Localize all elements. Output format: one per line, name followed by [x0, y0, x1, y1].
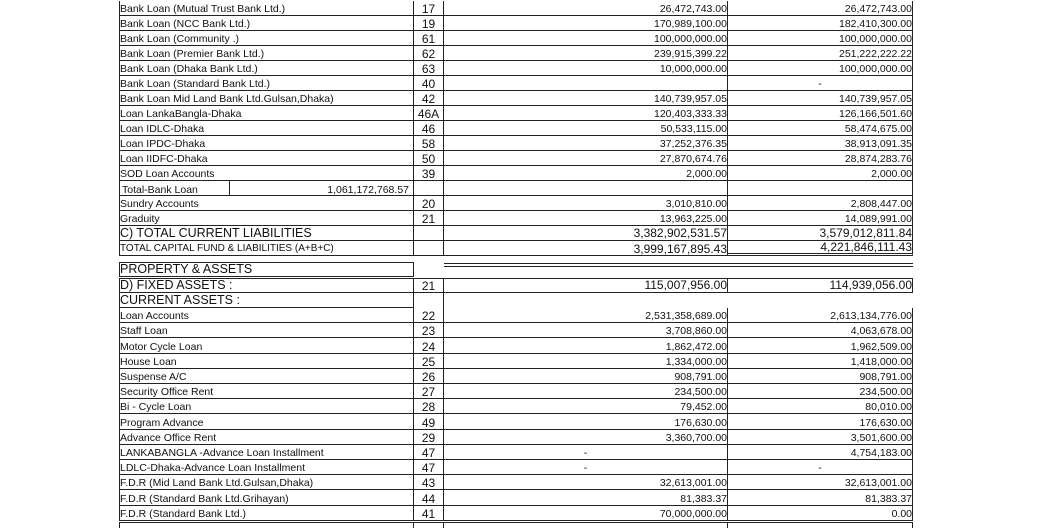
table-row: [0, 196, 1050, 211]
row-note: 47: [421, 461, 436, 476]
total-capital-fund-label: TOTAL CAPITAL FUND & LIABILITIES (A+B+C): [120, 243, 334, 254]
row-current-amount: 234,500.00: [674, 386, 727, 399]
row-current-amount: 79,452.00: [680, 401, 727, 414]
row-note: 29: [421, 430, 436, 445]
row-label: Staff Loan: [120, 325, 168, 338]
row-previous-amount: 908,791.00: [859, 370, 912, 383]
row-label: Loan IDLC-Dhaka: [120, 123, 205, 135]
row-current-amount: 239,915,399.22: [654, 48, 727, 60]
table-row: [0, 369, 1050, 384]
table-row: [0, 354, 1050, 369]
row-previous-amount: 3,501,600.00: [850, 431, 912, 444]
row-label: Program Advance: [120, 416, 204, 429]
row-label: Bank Loan (Mutual Trust Bank Ltd.): [120, 3, 286, 15]
table-row: [0, 323, 1050, 338]
table-row: [0, 16, 1050, 31]
table-row: [0, 475, 1050, 490]
row-previous-amount: 4,754,183.00: [850, 446, 912, 459]
cut-off-row: [0, 522, 1050, 528]
row-note: 42: [421, 92, 436, 106]
double-rule-lower: [444, 266, 913, 267]
row-current-amount: 3,010,810.00: [665, 198, 727, 210]
fixed-assets-current: 115,007,956.00: [644, 278, 727, 292]
row-note: 46A: [417, 107, 440, 121]
total-bank-loan-value: 1,061,172,768.57: [327, 184, 409, 196]
table-row: [0, 166, 1050, 181]
row-label: LANKABANGLA -Advance Loan Installment: [120, 446, 324, 459]
table-row: [0, 308, 1050, 323]
row-previous-amount: 1,418,000.00: [850, 355, 912, 368]
property-assets-heading: PROPERTY & ASSETS: [120, 262, 253, 276]
total-current-liabilities-row: [0, 226, 1050, 241]
row-current-amount: 50,533,115.00: [660, 123, 727, 135]
row-label: SOD Loan Accounts: [120, 168, 215, 180]
row-previous-amount: 100,000,000.00: [839, 33, 912, 45]
table-row: [0, 136, 1050, 151]
row-current-amount: 2,000.00: [686, 168, 727, 180]
row-current-amount: 3,708,860.00: [665, 325, 727, 338]
row-note: 28: [421, 400, 436, 415]
row-label: Loan IPDC-Dhaka: [120, 138, 206, 150]
row-label: Bank Loan (Premier Bank Ltd.): [120, 48, 265, 60]
row-current-amount: 32,613,001.00: [659, 477, 727, 490]
property-assets-heading-row: [0, 262, 1050, 277]
table-row: [0, 151, 1050, 166]
table-row: [0, 121, 1050, 136]
table-row: [0, 1, 1050, 16]
row-current-amount: -: [583, 462, 588, 475]
total-bank-loan-label: Total-Bank Loan: [122, 184, 198, 196]
table-row: [0, 338, 1050, 353]
row-label: Motor Cycle Loan: [120, 340, 203, 353]
table-row: [0, 211, 1050, 226]
row-current-amount: 37,252,376.35: [659, 138, 727, 150]
table-row: [0, 384, 1050, 399]
row-previous-amount: 28,874,283.76: [844, 153, 912, 165]
row-label: Bank Loan (Standard Bank Ltd.): [120, 78, 271, 90]
row-label: Bi - Cycle Loan: [120, 401, 192, 414]
row-note: 62: [421, 47, 436, 61]
row-note: 50: [421, 152, 436, 166]
table-row: [0, 31, 1050, 46]
row-note: 40: [421, 77, 436, 91]
row-note: 24: [421, 339, 436, 354]
row-label: Suspense A/C: [120, 370, 187, 383]
row-note: 58: [421, 137, 436, 151]
row-previous-amount: 2,000.00: [871, 168, 912, 180]
row-label: Loan Accounts: [120, 310, 189, 323]
row-previous-amount: 182,410,300.00: [839, 18, 912, 30]
row-label: Loan LankaBangla-Dhaka: [120, 108, 242, 120]
total-current-liabilities-label: C) TOTAL CURRENT LIABILITIES: [120, 226, 312, 240]
row-note: 26: [421, 369, 436, 384]
row-previous-amount: 58,474,675.00: [844, 123, 912, 135]
row-previous-amount: 176,630.00: [859, 416, 912, 429]
row-note: 61: [421, 32, 436, 46]
current-assets-heading: CURRENT ASSETS :: [120, 293, 240, 307]
row-label: Advance Office Rent: [120, 431, 217, 444]
row-note: 20: [421, 197, 436, 211]
row-current-amount: 13,963,225.00: [659, 213, 727, 225]
row-note: 23: [421, 324, 436, 339]
row-previous-amount: 81,383.37: [865, 492, 912, 505]
row-note: 63: [421, 62, 436, 76]
row-note: 43: [421, 476, 436, 491]
table-row: [0, 430, 1050, 445]
row-note: 25: [421, 354, 436, 369]
row-label: Bank Loan (Dhaka Bank Ltd.): [120, 63, 258, 75]
row-current-amount: 70,000,000.00: [659, 507, 727, 520]
row-previous-amount: 38,913,091.35: [844, 138, 912, 150]
row-current-amount: 10,000,000.00: [659, 63, 727, 75]
table-row: [0, 445, 1050, 460]
row-label: Bank Loan (Community .): [120, 33, 240, 45]
total-current-liabilities-previous: 3,579,012,811.84: [819, 226, 912, 240]
row-label: Sundry Accounts: [120, 198, 199, 210]
fixed-assets-row: [0, 278, 1050, 293]
table-row: [0, 106, 1050, 121]
row-current-amount: 3,360,700.00: [665, 431, 727, 444]
row-previous-amount: 251,222,222.22: [839, 48, 912, 60]
table-row: [0, 490, 1050, 505]
row-current-amount: 170,989,100.00: [654, 18, 727, 30]
row-previous-amount: 2,613,134,776.00: [830, 310, 912, 323]
table-row: [0, 91, 1050, 106]
row-previous-amount: 4,063,678.00: [850, 325, 912, 338]
row-note: 41: [421, 506, 436, 521]
row-current-amount: 1,334,000.00: [665, 355, 727, 368]
total-capital-fund-current: 3,999,167,895.43: [633, 242, 727, 256]
row-note: 44: [421, 491, 436, 506]
row-note: 17: [421, 2, 436, 16]
row-previous-amount: -: [818, 78, 822, 90]
row-previous-amount: 140,739,957.05: [839, 93, 912, 105]
row-label: F.D.R (Mid Land Bank Ltd.Gulsan,Dhaka): [120, 477, 314, 490]
row-current-amount: 26,472,743.00: [659, 3, 727, 15]
row-label: Loan IIDFC-Dhaka: [120, 153, 208, 165]
row-note: 49: [421, 415, 436, 430]
row-label: House Loan: [120, 355, 177, 368]
row-note: 22: [421, 309, 436, 324]
double-rule: [444, 263, 913, 264]
table-row: [0, 399, 1050, 414]
current-assets-heading-row: [0, 293, 1050, 308]
row-previous-amount: 2,808,447.00: [850, 198, 912, 210]
row-note: 47: [421, 445, 436, 460]
row-previous-amount: 1,962,509.00: [850, 340, 912, 353]
row-note: 39: [421, 167, 436, 181]
total-current-liabilities-current: 3,382,902,531.57: [633, 226, 727, 240]
row-previous-amount: 234,500.00: [859, 386, 912, 399]
row-note: 27: [421, 385, 436, 400]
row-label: Bank Loan Mid Land Bank Ltd.Gulsan,Dhaka): [120, 93, 334, 105]
row-note: 46: [421, 122, 436, 136]
row-previous-amount: -: [818, 462, 822, 475]
row-current-amount: 100,000,000.00: [654, 33, 727, 45]
row-current-amount: 2,531,358,689.00: [645, 310, 727, 323]
row-current-amount: 81,383.37: [680, 492, 727, 505]
row-previous-amount: 126,166,501.60: [839, 108, 912, 120]
table-row: [0, 506, 1050, 521]
row-previous-amount: 0.00: [891, 507, 912, 520]
row-previous-amount: 14,089,991.00: [844, 213, 912, 225]
fixed-assets-label: D) FIXED ASSETS :: [120, 278, 233, 292]
table-row: [0, 61, 1050, 76]
table-row: [0, 460, 1050, 475]
table-row: [0, 46, 1050, 61]
row-current-amount: 176,630.00: [674, 416, 727, 429]
fixed-assets-note: 21: [421, 279, 436, 293]
row-current-amount: 140,739,957.05: [654, 93, 727, 105]
row-current-amount: 1,862,472.00: [665, 340, 727, 353]
row-previous-amount: 32,613,001.00: [844, 477, 912, 490]
table-row: [0, 414, 1050, 429]
fixed-assets-previous: 114,939,056.00: [829, 278, 912, 292]
total-capital-fund-previous: 4,221,846,111.43: [820, 241, 912, 254]
row-label: Security Office Rent: [120, 386, 214, 399]
row-current-amount: 27,870,674.76: [659, 153, 727, 165]
row-current-amount: 908,791.00: [674, 370, 727, 383]
row-previous-amount: 100,000,000.00: [839, 63, 912, 75]
row-current-amount: -: [583, 446, 588, 459]
row-note: 21: [421, 212, 436, 226]
table-row: [0, 76, 1050, 91]
row-label: Bank Loan (NCC Bank Ltd.): [120, 18, 251, 30]
row-note: 19: [421, 17, 436, 31]
row-label: Graduity: [120, 213, 160, 225]
row-previous-amount: 80,010.00: [865, 401, 912, 414]
total-capital-fund-row: [0, 241, 1050, 256]
row-label: F.D.R (Standard Bank Ltd.Grihayan): [120, 492, 289, 505]
row-label: LDLC-Dhaka-Advance Loan Installment: [120, 462, 306, 475]
row-label: F.D.R (Standard Bank Ltd.): [120, 507, 247, 520]
row-current-amount: 120,403,333.33: [654, 108, 727, 120]
total-bank-loan-row: [0, 181, 1050, 196]
row-previous-amount: 26,472,743.00: [844, 3, 912, 15]
